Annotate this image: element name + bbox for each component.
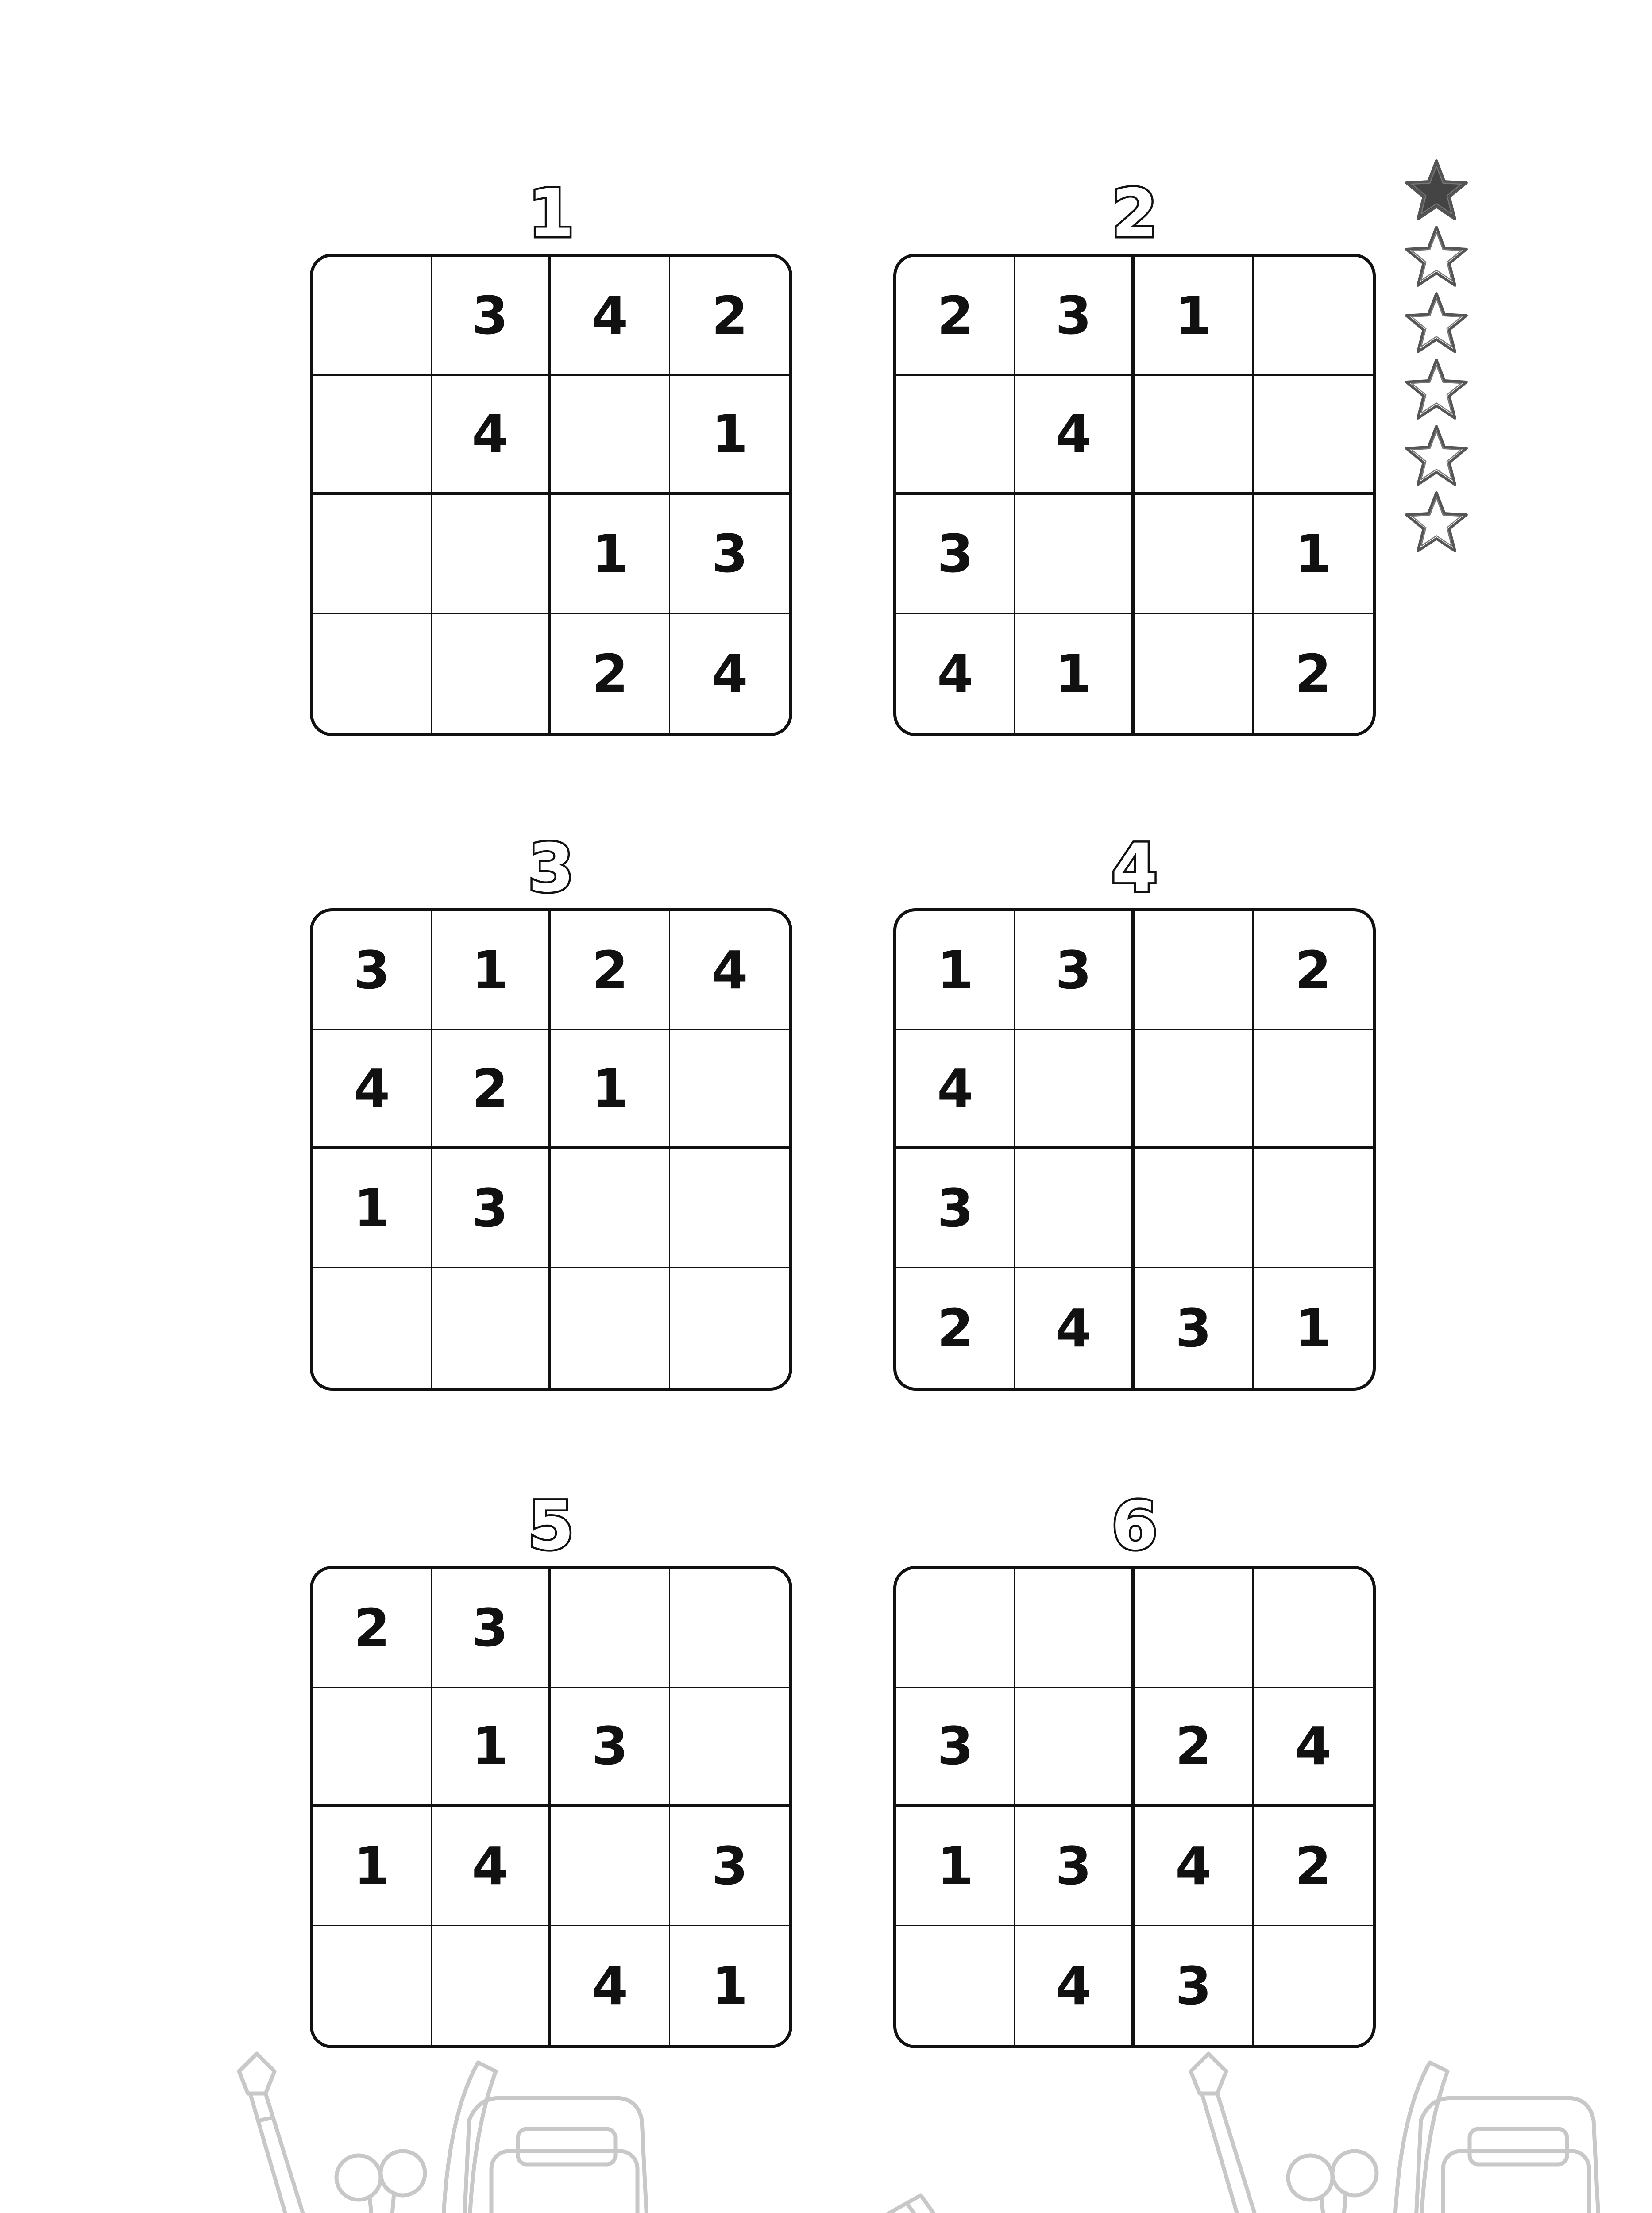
scissors-icon bbox=[1288, 2151, 1377, 2213]
scissors-icon bbox=[336, 2151, 425, 2213]
star-icon bbox=[1403, 224, 1470, 290]
sudoku-cell[interactable] bbox=[896, 376, 1015, 495]
sudoku-cell[interactable]: 2 bbox=[1295, 643, 1332, 704]
sudoku-cell[interactable]: 2 bbox=[551, 911, 670, 1030]
sudoku-cell[interactable] bbox=[551, 1268, 670, 1388]
sudoku-cell[interactable] bbox=[432, 1926, 551, 2045]
sudoku-cell[interactable] bbox=[896, 1569, 1015, 1688]
sudoku-cell[interactable] bbox=[1135, 495, 1254, 614]
sudoku-cell[interactable] bbox=[313, 614, 432, 733]
sudoku-grid bbox=[893, 908, 1376, 1391]
star-icon bbox=[1403, 423, 1470, 489]
sudoku-cell[interactable]: 4 bbox=[313, 1030, 432, 1149]
sudoku-cell[interactable] bbox=[313, 495, 432, 614]
sudoku-cell[interactable]: 1 bbox=[313, 1149, 432, 1268]
sudoku-cell[interactable]: 3 bbox=[551, 1688, 670, 1807]
puzzle-number: 6 bbox=[1111, 1488, 1158, 1565]
sudoku-cell[interactable] bbox=[1015, 1149, 1135, 1268]
sudoku-cell[interactable]: 2 bbox=[896, 1268, 1015, 1388]
paintbrush-icon bbox=[239, 2054, 328, 2213]
sudoku-cell[interactable] bbox=[551, 1807, 670, 1926]
sudoku-cell[interactable] bbox=[670, 1268, 789, 1388]
sudoku-cell[interactable] bbox=[1135, 1569, 1254, 1688]
sudoku-cell[interactable]: 3 bbox=[1135, 1926, 1254, 2045]
sudoku-grid bbox=[893, 254, 1376, 736]
pencil-icon bbox=[810, 2195, 943, 2213]
sudoku-grid bbox=[310, 254, 792, 736]
sudoku-cell[interactable]: 2 bbox=[432, 1030, 551, 1149]
sudoku-cell[interactable]: 1 bbox=[551, 495, 670, 614]
sudoku-cell[interactable]: 3 bbox=[432, 1569, 551, 1688]
sudoku-cell[interactable]: 1 bbox=[896, 911, 1015, 1030]
puzzle-number: 2 bbox=[1111, 175, 1158, 252]
sudoku-cell[interactable] bbox=[1135, 1149, 1254, 1268]
sudoku-cell[interactable] bbox=[432, 495, 551, 614]
sudoku-cell[interactable]: 4 bbox=[432, 376, 551, 495]
sudoku-cell[interactable]: 2 bbox=[1254, 1807, 1373, 1926]
sudoku-cell[interactable]: 1 bbox=[551, 1030, 670, 1149]
star-icon bbox=[1403, 356, 1470, 423]
sudoku-cell[interactable]: 3 bbox=[670, 495, 789, 614]
sudoku-cell[interactable] bbox=[670, 1030, 789, 1149]
sudoku-cell[interactable]: 3 bbox=[1135, 1268, 1254, 1388]
sudoku-cell[interactable]: 1 bbox=[432, 1688, 551, 1807]
sudoku-cell[interactable]: 3 bbox=[896, 1688, 1015, 1807]
sudoku-cell[interactable] bbox=[1015, 1030, 1135, 1149]
sudoku-cell[interactable]: 4 bbox=[1254, 1688, 1373, 1807]
sudoku-cell[interactable] bbox=[1254, 1569, 1373, 1688]
sudoku-cell[interactable]: 3 bbox=[432, 1149, 551, 1268]
sudoku-cell[interactable]: 4 bbox=[1015, 1268, 1135, 1388]
star-icon bbox=[1403, 157, 1470, 224]
sudoku-cell[interactable] bbox=[1254, 1926, 1373, 2045]
sudoku-cell[interactable]: 3 bbox=[432, 257, 551, 376]
sudoku-cell[interactable] bbox=[313, 1268, 432, 1388]
sudoku-cell[interactable]: 3 bbox=[670, 1807, 789, 1926]
puzzle-number: 4 bbox=[1111, 830, 1158, 907]
sudoku-cell[interactable]: 4 bbox=[896, 614, 1015, 733]
sudoku-cell[interactable] bbox=[551, 1569, 670, 1688]
sudoku-cell[interactable] bbox=[896, 1926, 1015, 2045]
sudoku-cell[interactable] bbox=[1015, 1569, 1135, 1688]
sudoku-cell[interactable]: 1 bbox=[1015, 614, 1135, 733]
sudoku-cell[interactable] bbox=[1254, 1030, 1373, 1149]
puzzle-number: 5 bbox=[528, 1488, 575, 1565]
sudoku-cell[interactable]: 1 bbox=[1295, 1297, 1332, 1359]
sudoku-cell[interactable] bbox=[1254, 376, 1373, 495]
sudoku-cell[interactable]: 4 bbox=[1135, 1807, 1254, 1926]
sudoku-cell[interactable]: 2 bbox=[551, 614, 670, 733]
sudoku-cell[interactable]: 4 bbox=[1015, 1926, 1135, 2045]
sudoku-grid bbox=[310, 908, 792, 1391]
sudoku-cell[interactable]: 2 bbox=[1254, 911, 1373, 1030]
sudoku-cell[interactable] bbox=[313, 257, 432, 376]
sudoku-cell[interactable] bbox=[670, 1688, 789, 1807]
sudoku-cell[interactable]: 1 bbox=[1254, 495, 1373, 614]
backpack-icon bbox=[1394, 2063, 1602, 2213]
sudoku-cell[interactable] bbox=[1254, 1149, 1373, 1268]
sudoku-cell[interactable] bbox=[313, 376, 432, 495]
sudoku-cell[interactable]: 3 bbox=[896, 1149, 1015, 1268]
sudoku-cell[interactable] bbox=[670, 1569, 789, 1688]
sudoku-cell[interactable]: 2 bbox=[896, 257, 1015, 376]
star-icon bbox=[1403, 290, 1470, 356]
sudoku-cell[interactable]: 4 bbox=[670, 911, 789, 1030]
paintbrush-icon bbox=[1191, 2054, 1279, 2213]
sudoku-cell[interactable] bbox=[1135, 614, 1254, 733]
sudoku-cell[interactable] bbox=[1254, 257, 1373, 376]
sudoku-cell[interactable]: 1 bbox=[711, 1955, 748, 2016]
sudoku-cell[interactable]: 4 bbox=[551, 1926, 670, 2045]
sudoku-cell[interactable]: 4 bbox=[711, 643, 748, 704]
sudoku-cell[interactable]: 4 bbox=[432, 1807, 551, 1926]
sudoku-cell[interactable] bbox=[313, 1926, 432, 2045]
sudoku-cell[interactable] bbox=[551, 1149, 670, 1268]
sudoku-cell[interactable]: 3 bbox=[896, 495, 1015, 614]
sudoku-cell[interactable]: 3 bbox=[1015, 1807, 1135, 1926]
sudoku-cell[interactable]: 1 bbox=[313, 1807, 432, 1926]
sudoku-cell[interactable] bbox=[313, 1688, 432, 1807]
sudoku-cell[interactable]: 4 bbox=[1015, 376, 1135, 495]
sudoku-cell[interactable] bbox=[432, 1268, 551, 1388]
puzzle-number: 1 bbox=[528, 175, 575, 252]
sudoku-grid bbox=[310, 1566, 792, 2048]
star-icon bbox=[1403, 489, 1470, 555]
sudoku-cell[interactable]: 3 bbox=[313, 911, 432, 1030]
sudoku-cell[interactable] bbox=[1015, 1688, 1135, 1807]
backpack-icon bbox=[442, 2063, 651, 2213]
sudoku-cell[interactable]: 2 bbox=[1135, 1688, 1254, 1807]
sudoku-cell[interactable] bbox=[1135, 376, 1254, 495]
sudoku-cell[interactable]: 4 bbox=[896, 1030, 1015, 1149]
sudoku-cell[interactable]: 1 bbox=[896, 1807, 1015, 1926]
sudoku-cell[interactable]: 1 bbox=[1135, 257, 1254, 376]
sudoku-cell[interactable]: 2 bbox=[670, 257, 789, 376]
sudoku-cell[interactable] bbox=[432, 614, 551, 733]
sudoku-cell[interactable] bbox=[670, 1149, 789, 1268]
sudoku-cell[interactable]: 3 bbox=[1015, 911, 1135, 1030]
sudoku-cell[interactable]: 2 bbox=[313, 1569, 432, 1688]
sudoku-cell[interactable] bbox=[1135, 911, 1254, 1030]
puzzle-number: 3 bbox=[528, 830, 575, 907]
sudoku-cell[interactable] bbox=[1015, 495, 1135, 614]
school-supplies-decoration bbox=[0, 2045, 1652, 2213]
sudoku-cell[interactable] bbox=[1135, 1030, 1254, 1149]
sudoku-cell[interactable]: 4 bbox=[551, 257, 670, 376]
sudoku-grid bbox=[893, 1566, 1376, 2048]
sudoku-cell[interactable] bbox=[551, 376, 670, 495]
sudoku-cell[interactable]: 1 bbox=[670, 376, 789, 495]
sudoku-cell[interactable]: 3 bbox=[1015, 257, 1135, 376]
sudoku-cell[interactable]: 1 bbox=[432, 911, 551, 1030]
